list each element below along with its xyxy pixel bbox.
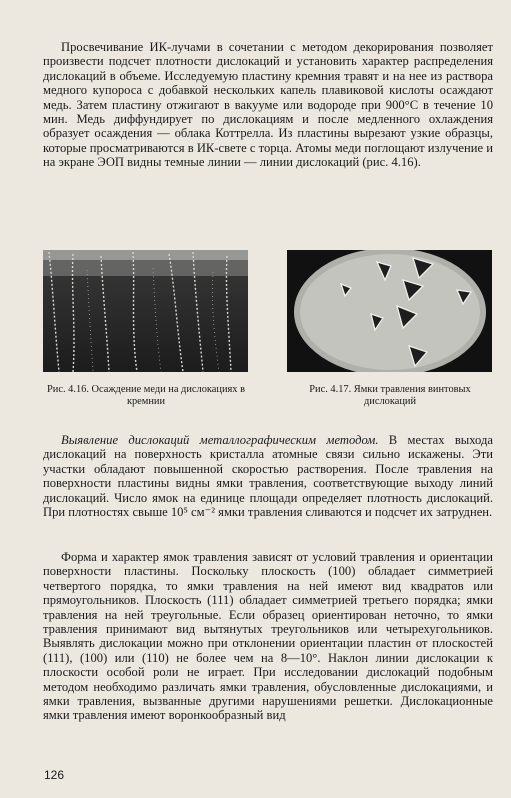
paragraph-ir-decoration: Просвечивание ИК-лучами в сочетании с методом декорирования позволяет произвести подсчет плотности дислокаций и установить характер распределения дислокаций в объеме. Исследуемую пластину кремния травят и на нее из раствора медного купороса с добавкой нескольких капель плавиковой кислоты осаждают медь. Затем пластину отжигают в вакууме или водороде при 900°С в течение 10 мин. Медь диффундирует по дислокациям и после медленного охлаждения образует осаждения — облака Коттрелла. Из пластины вырезают узкие образцы, которые просматриваются в ИК-свете с торца. Атомы меди поглощают излучение и на экране ЭОП видны темные линии — линии дислокаций (рис. 4.16).	[43, 40, 493, 170]
section-lead-italic: Выявление дислокаций металлографическим методом.	[61, 433, 379, 447]
paragraph-body: В местах выхода дислокаций на поверхность кристалла атомные связи сильно искажены. Эти участки обладают повышенной скоростью растворения. После травления на поверхности пластины видны ямки травления, соответствующие выходу линий дислокаций. Число ямок на единице площади определяет плотность дислокаций. При плотностях свыше 10⁵ см⁻² ямки травления сливаются и подсчет их затруднен.	[43, 433, 493, 520]
paragraph-etch-pit-shape: Форма и характер ямок травления зависят от условий травления и ориентации поверхности пластины. Поскольку плоскость (100) обладает симметрией четвертого порядка, то ямки травления на ней имеют вид квадратов или прямоугольников. Плоскость (111) обладает симметрией третьего порядка; ямки травления на ней треугольные. Если образец ориентирован неточно, то ямки травления принимают вид вытянутых треугольников или четырехугольников. Выявлять дислокации можно при отклонении ориентации пластин от плоскостей (111), (100) или (110) не более чем на 8—10°. Наклон линии дислокации к плоскости особой роли не играет. При исследовании дислокаций подобным методом необходимо различать ямки травления, обусловленные дислокациями, и ямки травления, вызванные другими нарушениями решетки. Дислокационные ямки травления имеют воронкообразный вид	[43, 550, 493, 723]
page-number: 126	[44, 768, 65, 782]
figure-caption-4-16: Рис. 4.16. Осаждение меди на дислокациях в кремнии	[47, 384, 245, 407]
paragraph-metallographic-method	[43, 433, 493, 519]
figure-caption-4-17: Рис. 4.17. Ямки травления винтовых дислокаций	[309, 384, 471, 407]
figure-etch-pits-photo	[287, 250, 492, 372]
figure-copper-dislocations-photo	[43, 250, 248, 372]
